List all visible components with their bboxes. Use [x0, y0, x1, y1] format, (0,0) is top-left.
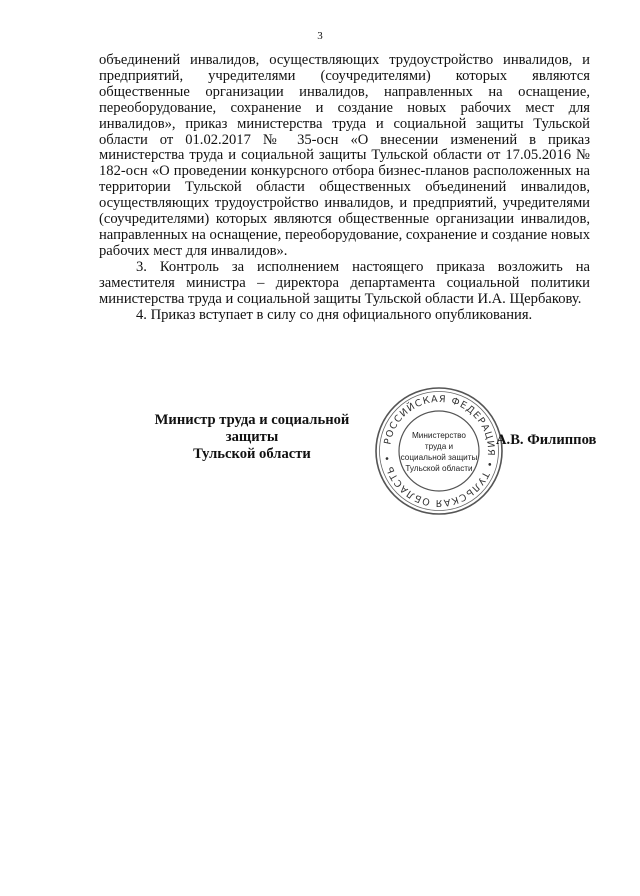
- signer-title-line-1: Министр труда и социальной защиты: [154, 412, 350, 445]
- seal-center-line-3: социальной защиты: [400, 453, 478, 462]
- paragraph-continuation: объединений инвалидов, осуществляющих трудоустройство инвалидов, и предприятий, учредителями (соучредителями) которых являются общественные организации инвалидов, направленных на оснащение, переоборудование, сохранение и создание новых рабочих мест для инвалидов», приказ министерства труда и социальной защиты Тульской области от 01.02.2017 № 35-осн «О внесении изменений в приказ министерства труда и социальной защиты Тульской области от 17.05.2016 № 182-осн «О проведении конкурсного отбора бизнес-планов расположенных на территории Тульской области общественных объединений инвалидов, осуществляющих трудоустройство инвалидов, и предприятий, учредителями (соучредителями) которых являются общественные организации инвалидов, направленных на оснащение, переоборудование, сохранение и создание новых рабочих мест для инвалидов».: [99, 52, 590, 259]
- seal-center-line-4: Тульской области: [405, 464, 473, 473]
- seal-center-line-2: труда и: [424, 442, 454, 451]
- seal-center-line-1: Министерство: [411, 431, 467, 440]
- seal-ring-text: РОССИЙСКАЯ ФЕДЕРАЦИЯ • ТУЛЬСКАЯ ОБЛАСТЬ •: [382, 393, 497, 509]
- paragraph-item-3: 3. Контроль за исполнением настоящего приказа возложить на заместителя министра – директора департамента социальной политики министерства труда и социальной защиты Тульской области И.А. Щербакову.: [99, 258, 590, 307]
- page-number: 3: [317, 30, 323, 42]
- paragraph-item-4: 4. Приказ вступает в силу со дня официального опубликования.: [136, 306, 533, 323]
- signer-title-line-2: Тульской области: [193, 446, 311, 462]
- signer-title: [128, 412, 376, 463]
- signer-name: А.В. Филиппов: [496, 432, 597, 448]
- official-seal: [373, 385, 505, 517]
